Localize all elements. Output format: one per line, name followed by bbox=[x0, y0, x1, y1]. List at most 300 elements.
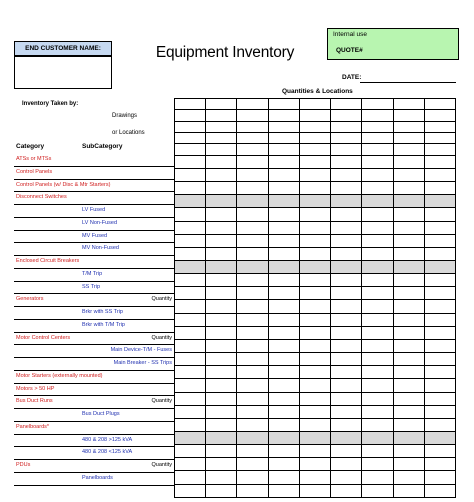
grid-cell[interactable] bbox=[393, 155, 424, 168]
grid-cell[interactable] bbox=[393, 339, 424, 352]
grid-cell[interactable] bbox=[331, 121, 362, 132]
grid-cell[interactable] bbox=[393, 432, 424, 445]
grid-cell[interactable] bbox=[393, 133, 424, 144]
grid-cell[interactable] bbox=[299, 300, 330, 313]
grid-cell[interactable] bbox=[237, 208, 268, 221]
grid-cell[interactable] bbox=[393, 366, 424, 379]
grid-cell[interactable] bbox=[362, 300, 393, 313]
grid-cell[interactable] bbox=[237, 418, 268, 431]
grid-cell[interactable] bbox=[362, 432, 393, 445]
grid-cell[interactable] bbox=[237, 110, 268, 121]
grid-cell[interactable] bbox=[175, 379, 206, 392]
grid-cell[interactable] bbox=[362, 339, 393, 352]
grid-cell[interactable] bbox=[268, 168, 299, 181]
grid-cell[interactable] bbox=[424, 405, 455, 418]
grid-cell[interactable] bbox=[206, 99, 237, 110]
grid-cell[interactable] bbox=[393, 287, 424, 300]
grid-cell[interactable] bbox=[175, 326, 206, 339]
grid-cell[interactable] bbox=[268, 195, 299, 208]
grid-cell[interactable] bbox=[299, 234, 330, 247]
grid-cell[interactable] bbox=[393, 445, 424, 458]
grid-cell[interactable] bbox=[393, 471, 424, 484]
grid-cell[interactable] bbox=[424, 208, 455, 221]
grid-cell[interactable] bbox=[206, 379, 237, 392]
grid-cell[interactable] bbox=[424, 110, 455, 121]
grid-cell[interactable] bbox=[175, 155, 206, 168]
grid-cell[interactable] bbox=[424, 247, 455, 260]
grid-cell[interactable] bbox=[299, 366, 330, 379]
grid-cell[interactable] bbox=[237, 379, 268, 392]
grid-cell[interactable] bbox=[331, 195, 362, 208]
grid-cell[interactable] bbox=[299, 208, 330, 221]
grid-cell[interactable] bbox=[175, 234, 206, 247]
category-row bbox=[14, 154, 174, 167]
grid-cell[interactable] bbox=[331, 274, 362, 287]
grid-cell[interactable] bbox=[268, 208, 299, 221]
grid-cell[interactable] bbox=[362, 392, 393, 405]
grid-cell[interactable] bbox=[362, 260, 393, 273]
grid-cell[interactable] bbox=[331, 418, 362, 431]
grid-cell[interactable] bbox=[424, 221, 455, 234]
grid-row bbox=[175, 445, 456, 458]
grid-cell[interactable] bbox=[237, 168, 268, 181]
grid-cell[interactable] bbox=[331, 326, 362, 339]
grid-cell[interactable] bbox=[175, 221, 206, 234]
grid-cell[interactable] bbox=[237, 432, 268, 445]
grid-cell[interactable] bbox=[393, 168, 424, 181]
grid-cell[interactable] bbox=[299, 260, 330, 273]
grid-cell[interactable] bbox=[424, 99, 455, 110]
grid-cell[interactable] bbox=[299, 110, 330, 121]
grid-cell[interactable] bbox=[393, 379, 424, 392]
grid-cell[interactable] bbox=[206, 445, 237, 458]
grid-cell[interactable] bbox=[424, 287, 455, 300]
grid-cell[interactable] bbox=[175, 445, 206, 458]
grid-cell[interactable] bbox=[393, 110, 424, 121]
grid-cell[interactable] bbox=[362, 247, 393, 260]
grid-cell[interactable] bbox=[206, 121, 237, 132]
grid-cell[interactable] bbox=[268, 300, 299, 313]
grid-cell[interactable] bbox=[393, 121, 424, 132]
grid-cell[interactable] bbox=[299, 353, 330, 366]
grid-cell[interactable] bbox=[237, 353, 268, 366]
grid-cell[interactable] bbox=[237, 458, 268, 471]
grid-cell[interactable] bbox=[206, 405, 237, 418]
grid-cell[interactable] bbox=[393, 458, 424, 471]
grid-cell[interactable] bbox=[268, 339, 299, 352]
grid-cell[interactable] bbox=[268, 366, 299, 379]
grid-cell[interactable] bbox=[206, 168, 237, 181]
grid-cell[interactable] bbox=[424, 313, 455, 326]
grid-cell[interactable] bbox=[362, 484, 393, 497]
grid-cell[interactable] bbox=[331, 247, 362, 260]
grid-cell[interactable] bbox=[299, 155, 330, 168]
grid-row bbox=[175, 379, 456, 392]
grid-cell[interactable] bbox=[268, 121, 299, 132]
grid-cell[interactable] bbox=[362, 182, 393, 195]
grid-cell[interactable] bbox=[237, 445, 268, 458]
grid-cell[interactable] bbox=[206, 260, 237, 273]
grid-cell[interactable] bbox=[331, 110, 362, 121]
grid-cell[interactable] bbox=[299, 274, 330, 287]
grid-cell[interactable] bbox=[362, 366, 393, 379]
grid-cell[interactable] bbox=[362, 155, 393, 168]
grid-cell[interactable] bbox=[424, 195, 455, 208]
grid-cell[interactable] bbox=[175, 121, 206, 132]
grid-cell[interactable] bbox=[299, 392, 330, 405]
grid-cell[interactable] bbox=[362, 168, 393, 181]
grid-cell[interactable] bbox=[331, 366, 362, 379]
grid-cell[interactable] bbox=[362, 287, 393, 300]
grid-cell[interactable] bbox=[206, 144, 237, 155]
category-row bbox=[14, 180, 174, 193]
grid-cell[interactable] bbox=[237, 260, 268, 273]
grid-cell[interactable] bbox=[331, 379, 362, 392]
grid-cell[interactable] bbox=[175, 392, 206, 405]
grid-cell[interactable] bbox=[299, 445, 330, 458]
grid-cell[interactable] bbox=[206, 221, 237, 234]
grid-cell[interactable] bbox=[237, 155, 268, 168]
grid-cell[interactable] bbox=[331, 144, 362, 155]
grid-cell[interactable] bbox=[424, 458, 455, 471]
grid-cell[interactable] bbox=[362, 379, 393, 392]
grid-cell[interactable] bbox=[206, 234, 237, 247]
grid-cell[interactable] bbox=[237, 287, 268, 300]
grid-cell[interactable] bbox=[299, 121, 330, 132]
grid-cell[interactable] bbox=[237, 313, 268, 326]
grid-cell[interactable] bbox=[237, 392, 268, 405]
grid-cell[interactable] bbox=[299, 326, 330, 339]
grid-cell[interactable] bbox=[237, 339, 268, 352]
grid-cell[interactable] bbox=[206, 110, 237, 121]
grid-cell[interactable] bbox=[268, 234, 299, 247]
grid-cell[interactable] bbox=[175, 287, 206, 300]
grid-cell[interactable] bbox=[393, 405, 424, 418]
grid-cell[interactable] bbox=[299, 339, 330, 352]
grid-cell[interactable] bbox=[331, 234, 362, 247]
grid-row bbox=[175, 155, 456, 168]
grid-cell[interactable] bbox=[268, 405, 299, 418]
grid-cell[interactable] bbox=[299, 287, 330, 300]
grid-cell[interactable] bbox=[362, 471, 393, 484]
grid-cell[interactable] bbox=[237, 366, 268, 379]
grid-cell[interactable] bbox=[268, 484, 299, 497]
grid-cell[interactable] bbox=[424, 392, 455, 405]
grid-cell[interactable] bbox=[268, 260, 299, 273]
grid-cell[interactable] bbox=[331, 471, 362, 484]
grid-cell[interactable] bbox=[268, 353, 299, 366]
grid-cell[interactable] bbox=[206, 353, 237, 366]
grid-cell[interactable] bbox=[175, 405, 206, 418]
grid-cell[interactable] bbox=[331, 287, 362, 300]
grid-cell[interactable] bbox=[175, 99, 206, 110]
grid-cell[interactable] bbox=[299, 144, 330, 155]
grid-cell[interactable] bbox=[206, 326, 237, 339]
grid-cell[interactable] bbox=[331, 133, 362, 144]
grid-cell[interactable] bbox=[237, 484, 268, 497]
grid-cell[interactable] bbox=[299, 418, 330, 431]
grid-row bbox=[175, 121, 456, 132]
grid-cell[interactable] bbox=[424, 133, 455, 144]
grid-cell[interactable] bbox=[206, 339, 237, 352]
grid-cell[interactable] bbox=[206, 133, 237, 144]
grid-cell[interactable] bbox=[393, 208, 424, 221]
grid-cell[interactable] bbox=[362, 313, 393, 326]
grid-cell[interactable] bbox=[299, 484, 330, 497]
grid-cell[interactable] bbox=[237, 234, 268, 247]
grid-cell[interactable] bbox=[268, 247, 299, 260]
grid-cell[interactable] bbox=[268, 182, 299, 195]
grid-cell[interactable] bbox=[206, 195, 237, 208]
grid-cell[interactable] bbox=[175, 313, 206, 326]
grid-cell[interactable] bbox=[299, 182, 330, 195]
grid-cell[interactable] bbox=[299, 221, 330, 234]
end-customer-field[interactable] bbox=[14, 56, 112, 89]
grid-cell[interactable] bbox=[206, 274, 237, 287]
grid-cell[interactable] bbox=[175, 182, 206, 195]
grid-cell[interactable] bbox=[393, 300, 424, 313]
grid-cell[interactable] bbox=[206, 313, 237, 326]
page-title: Equipment Inventory bbox=[155, 44, 295, 61]
grid-cell[interactable] bbox=[237, 471, 268, 484]
grid-cell[interactable] bbox=[331, 182, 362, 195]
grid-cell[interactable] bbox=[362, 353, 393, 366]
grid-cell[interactable] bbox=[268, 379, 299, 392]
grid-cell[interactable] bbox=[206, 300, 237, 313]
grid-cell[interactable] bbox=[299, 168, 330, 181]
grid-cell[interactable] bbox=[362, 99, 393, 110]
grid-cell[interactable] bbox=[331, 99, 362, 110]
grid-cell[interactable] bbox=[175, 458, 206, 471]
grid-row bbox=[175, 353, 456, 366]
grid-cell[interactable] bbox=[175, 471, 206, 484]
grid-cell[interactable] bbox=[206, 208, 237, 221]
grid-cell[interactable] bbox=[175, 432, 206, 445]
grid-cell[interactable] bbox=[424, 432, 455, 445]
grid-cell[interactable] bbox=[237, 247, 268, 260]
grid-cell[interactable] bbox=[175, 144, 206, 155]
grid-cell[interactable] bbox=[393, 353, 424, 366]
grid-cell[interactable] bbox=[206, 432, 237, 445]
grid-cell[interactable] bbox=[393, 144, 424, 155]
grid-cell[interactable] bbox=[424, 300, 455, 313]
grid-cell[interactable] bbox=[362, 121, 393, 132]
category-row bbox=[14, 167, 174, 180]
grid-cell[interactable] bbox=[299, 405, 330, 418]
grid-cell[interactable] bbox=[331, 405, 362, 418]
grid-cell[interactable] bbox=[175, 208, 206, 221]
grid-cell[interactable] bbox=[331, 432, 362, 445]
grid-cell[interactable] bbox=[268, 144, 299, 155]
grid-cell[interactable] bbox=[268, 133, 299, 144]
grid-cell[interactable] bbox=[268, 418, 299, 431]
grid-cell[interactable] bbox=[331, 313, 362, 326]
grid-cell[interactable] bbox=[206, 458, 237, 471]
grid-cell[interactable] bbox=[206, 247, 237, 260]
grid-cell[interactable] bbox=[175, 247, 206, 260]
grid-cell[interactable] bbox=[424, 182, 455, 195]
grid-cell[interactable] bbox=[175, 366, 206, 379]
grid-cell[interactable] bbox=[393, 247, 424, 260]
grid-cell[interactable] bbox=[237, 300, 268, 313]
grid-cell[interactable] bbox=[175, 339, 206, 352]
grid-cell[interactable] bbox=[393, 392, 424, 405]
grid-cell[interactable] bbox=[299, 313, 330, 326]
grid-cell[interactable] bbox=[299, 133, 330, 144]
grid-cell[interactable] bbox=[424, 445, 455, 458]
grid-cell[interactable] bbox=[424, 121, 455, 132]
grid-cell[interactable] bbox=[424, 379, 455, 392]
grid-cell[interactable] bbox=[237, 133, 268, 144]
grid-cell[interactable] bbox=[206, 392, 237, 405]
grid-cell[interactable] bbox=[424, 168, 455, 181]
grid-cell[interactable] bbox=[424, 484, 455, 497]
grid-cell[interactable] bbox=[362, 208, 393, 221]
grid-cell[interactable] bbox=[175, 484, 206, 497]
grid-row bbox=[175, 195, 456, 208]
grid-cell[interactable] bbox=[393, 484, 424, 497]
grid-cell[interactable] bbox=[331, 339, 362, 352]
subcategory-label: SS Trip bbox=[82, 283, 101, 290]
grid-row bbox=[175, 99, 456, 110]
grid-cell[interactable] bbox=[268, 392, 299, 405]
grid-cell[interactable] bbox=[268, 458, 299, 471]
grid-cell[interactable] bbox=[206, 418, 237, 431]
grid-cell[interactable] bbox=[331, 155, 362, 168]
grid-cell[interactable] bbox=[175, 195, 206, 208]
grid-cell[interactable] bbox=[299, 99, 330, 110]
grid-cell[interactable] bbox=[393, 221, 424, 234]
grid-cell[interactable] bbox=[331, 208, 362, 221]
grid-cell[interactable] bbox=[237, 326, 268, 339]
grid-cell[interactable] bbox=[424, 274, 455, 287]
grid-cell[interactable] bbox=[299, 195, 330, 208]
grid-cell[interactable] bbox=[237, 99, 268, 110]
category-row bbox=[14, 460, 174, 473]
grid-cell[interactable] bbox=[206, 155, 237, 168]
grid-cell[interactable] bbox=[206, 484, 237, 497]
grid-cell[interactable] bbox=[331, 484, 362, 497]
grid-cell[interactable] bbox=[175, 418, 206, 431]
grid-cell[interactable] bbox=[206, 366, 237, 379]
grid-cell[interactable] bbox=[424, 326, 455, 339]
category-label: Bus Duct Runs bbox=[16, 398, 53, 405]
grid-row bbox=[175, 208, 456, 221]
grid-cell[interactable] bbox=[237, 195, 268, 208]
grid-cell[interactable] bbox=[299, 471, 330, 484]
grid-cell[interactable] bbox=[299, 432, 330, 445]
grid-cell[interactable] bbox=[362, 234, 393, 247]
grid-cell[interactable] bbox=[393, 313, 424, 326]
grid-cell[interactable] bbox=[237, 405, 268, 418]
grid-row bbox=[175, 366, 456, 379]
grid-cell[interactable] bbox=[268, 274, 299, 287]
grid-cell[interactable] bbox=[393, 418, 424, 431]
grid-cell[interactable] bbox=[175, 300, 206, 313]
grid-cell[interactable] bbox=[268, 110, 299, 121]
subcategory-label: MV Non-Fused bbox=[82, 245, 119, 252]
grid-cell[interactable] bbox=[331, 392, 362, 405]
grid-cell[interactable] bbox=[331, 221, 362, 234]
grid-cell[interactable] bbox=[362, 445, 393, 458]
grid-cell[interactable] bbox=[424, 155, 455, 168]
grid-cell[interactable] bbox=[362, 133, 393, 144]
grid-cell[interactable] bbox=[175, 133, 206, 144]
grid-cell[interactable] bbox=[268, 326, 299, 339]
grid-cell[interactable] bbox=[268, 287, 299, 300]
grid-cell[interactable] bbox=[268, 445, 299, 458]
grid-cell[interactable] bbox=[299, 247, 330, 260]
grid-cell[interactable] bbox=[424, 471, 455, 484]
grid-cell[interactable] bbox=[362, 221, 393, 234]
grid-cell[interactable] bbox=[424, 260, 455, 273]
grid-cell[interactable] bbox=[237, 144, 268, 155]
grid-cell[interactable] bbox=[362, 418, 393, 431]
grid-cell[interactable] bbox=[393, 260, 424, 273]
grid-cell[interactable] bbox=[424, 144, 455, 155]
grid-cell[interactable] bbox=[424, 339, 455, 352]
grid-cell[interactable] bbox=[237, 221, 268, 234]
grid-cell[interactable] bbox=[362, 110, 393, 121]
grid-cell[interactable] bbox=[175, 274, 206, 287]
grid-cell[interactable] bbox=[424, 234, 455, 247]
grid-cell[interactable] bbox=[362, 326, 393, 339]
grid-cell[interactable] bbox=[268, 99, 299, 110]
grid-cell[interactable] bbox=[331, 260, 362, 273]
grid-cell[interactable] bbox=[331, 353, 362, 366]
grid-cell[interactable] bbox=[331, 168, 362, 181]
grid-cell[interactable] bbox=[362, 144, 393, 155]
grid-cell[interactable] bbox=[175, 353, 206, 366]
grid-cell[interactable] bbox=[393, 99, 424, 110]
grid-cell[interactable] bbox=[362, 274, 393, 287]
grid-cell[interactable] bbox=[237, 121, 268, 132]
grid-cell[interactable] bbox=[268, 155, 299, 168]
grid-cell[interactable] bbox=[175, 168, 206, 181]
grid-cell[interactable] bbox=[362, 405, 393, 418]
date-field[interactable] bbox=[360, 82, 456, 83]
subcategory-header: SubCategory bbox=[82, 143, 123, 150]
grid-cell[interactable] bbox=[268, 432, 299, 445]
grid-cell[interactable] bbox=[362, 195, 393, 208]
grid-cell[interactable] bbox=[237, 274, 268, 287]
grid-cell[interactable] bbox=[299, 379, 330, 392]
grid-cell[interactable] bbox=[331, 445, 362, 458]
grid-cell[interactable] bbox=[424, 418, 455, 431]
grid-cell[interactable] bbox=[393, 182, 424, 195]
grid-cell[interactable] bbox=[393, 274, 424, 287]
grid-cell[interactable] bbox=[175, 260, 206, 273]
grid-cell[interactable] bbox=[175, 110, 206, 121]
grid-cell[interactable] bbox=[206, 287, 237, 300]
grid-cell[interactable] bbox=[268, 471, 299, 484]
grid-cell[interactable] bbox=[268, 221, 299, 234]
grid-cell[interactable] bbox=[206, 471, 237, 484]
grid-cell[interactable] bbox=[393, 195, 424, 208]
grid-cell[interactable] bbox=[331, 300, 362, 313]
grid-cell[interactable] bbox=[268, 313, 299, 326]
grid-cell[interactable] bbox=[424, 353, 455, 366]
grid-cell[interactable] bbox=[393, 234, 424, 247]
grid-cell[interactable] bbox=[331, 458, 362, 471]
grid-cell[interactable] bbox=[424, 366, 455, 379]
grid-cell[interactable] bbox=[362, 458, 393, 471]
grid-cell[interactable] bbox=[299, 458, 330, 471]
grid-cell[interactable] bbox=[393, 326, 424, 339]
grid-cell[interactable] bbox=[206, 182, 237, 195]
grid-cell[interactable] bbox=[237, 182, 268, 195]
grid-row bbox=[175, 326, 456, 339]
